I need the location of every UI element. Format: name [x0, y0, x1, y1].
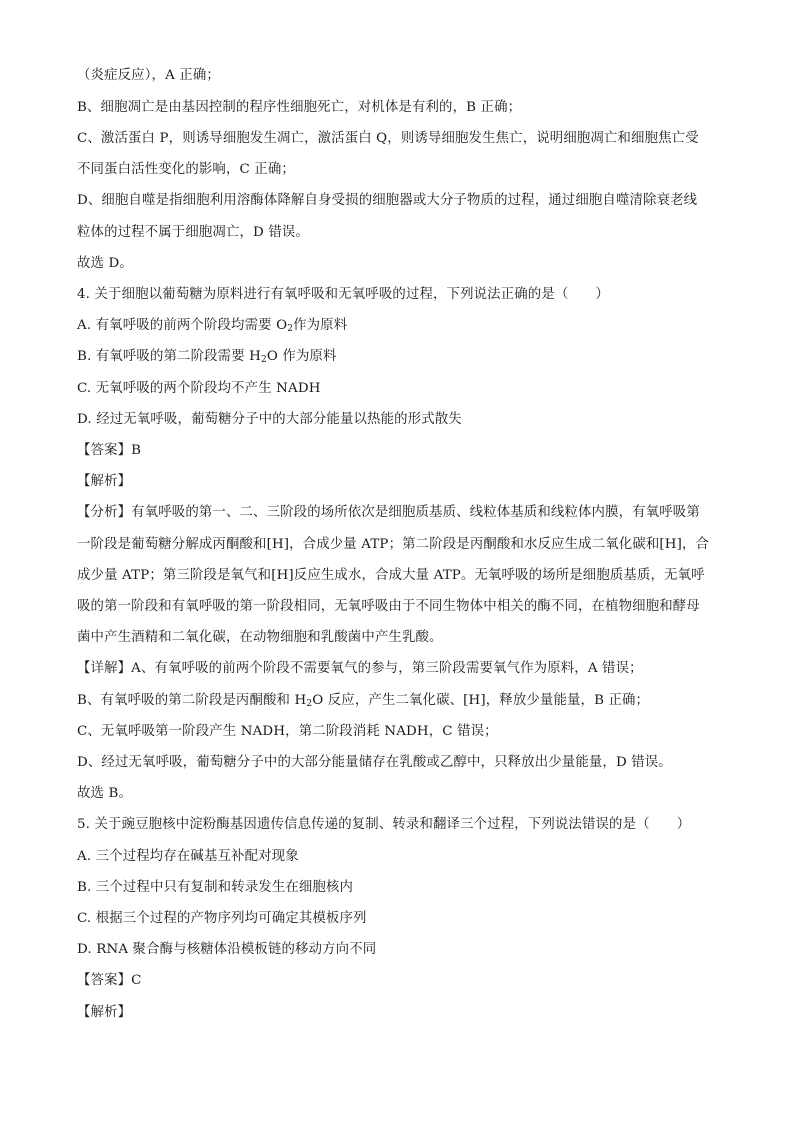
question-5-stem: 5. 关于豌豆胞核中淀粉酶基因遗传信息传递的复制、转录和翻译三个过程，下列说法错误的是（ ） [77, 817, 691, 832]
text-line: C、无氧呼吸第一阶段产生 NADH，第二阶段消耗 NADH，C 错误； [77, 724, 498, 739]
question-4-stem: 4. 关于细胞以葡萄糖为原料进行有氧呼吸和无氧呼吸的过程，下列说法正确的是（ ） [77, 287, 610, 302]
question-5-option-c: C. 根据三个过程的产物序列均可确定其模板序列 [77, 911, 367, 926]
text-line: 故选 D。 [77, 256, 133, 271]
question-4-option-c: C. 无氧呼吸的两个阶段均不产生 NADH [77, 381, 321, 396]
subscript: 2 [287, 324, 294, 334]
option-text: B. 有氧呼吸的第二阶段需要 H [77, 349, 261, 364]
text-line: 菌中产生酒精和二氧化碳，在动物细胞和乳酸菌中产生乳酸。 [77, 630, 443, 645]
text-line: B、细胞凋亡是由基因控制的程序性细胞死亡，对机体是有利的，B 正确； [77, 100, 522, 115]
analysis-label: 【解析】 [77, 1005, 132, 1020]
text-line: 【分析】有氧呼吸的第一、二、三阶段的场所依次是细胞质基质、线粒体基质和线粒体内膜，有氧呼吸第 [77, 505, 700, 520]
text-line: （炎症反应），A 正确； [77, 68, 220, 83]
text-line: D、细胞自噬是指细胞利用溶酶体降解自身受损的细胞器或大分子物质的过程，通过细胞自噬清除衰老线 [77, 193, 698, 208]
text-line: D、经过无氧呼吸，葡萄糖分子中的大部分能量储存在乳酸或乙醇中，只释放出少量能量，D 错误。 [77, 755, 672, 770]
line-text: O 反应，产生二氧化碳、[H]，释放少量能量，B 正确； [312, 693, 650, 708]
answer-label: 【答案】C [77, 973, 142, 988]
line-text: B、有氧呼吸的第二阶段是丙酮酸和 H [77, 693, 307, 708]
subscript: 2 [260, 355, 267, 365]
text-line: 故选 B。 [77, 786, 133, 801]
question-4-option-b [77, 347, 727, 367]
question-5-option-d: D. RNA 聚合酶与核糖体沿模板链的移动方向不同 [77, 942, 377, 957]
text-line: 吸的第一阶段和有氧呼吸的第一阶段相同，无氧呼吸由于不同生物体中相关的酶不同，在植物细胞和酵母 [77, 599, 700, 614]
question-5-option-b: B. 三个过程中只有复制和转录发生在细胞核内 [77, 880, 354, 895]
analysis-label: 【解析】 [77, 474, 132, 489]
text-line: 成少量 ATP；第三阶段是氧气和[H]反应生成水，合成大量 ATP。无氧呼吸的场所是细胞质基质，无氧呼 [77, 568, 705, 583]
subscript: 2 [306, 699, 313, 709]
question-4-option-a [77, 316, 727, 336]
option-text: 作为原料 [293, 318, 348, 333]
text-line [77, 691, 727, 711]
option-text: A. 有氧呼吸的前两个阶段均需要 O [77, 318, 288, 333]
text-line: 不同蛋白活性变化的影响，C 正确； [77, 162, 295, 177]
option-text: O 作为原料 [266, 349, 337, 364]
text-line: C、激活蛋白 P，则诱导细胞发生凋亡，激活蛋白 Q，则诱导细胞发生焦亡，说明细胞凋亡和细胞焦亡受 [77, 131, 699, 146]
text-line: 粒体的过程不属于细胞凋亡，D 错误。 [77, 225, 309, 240]
question-4-option-d: D. 经过无氧呼吸，葡萄糖分子中的大部分能量以热能的形式散失 [77, 412, 462, 427]
answer-label: 【答案】B [77, 443, 142, 458]
text-line: 【详解】A、有氧呼吸的前两个阶段不需要氧气的参与，第三阶段需要氧气作为原料，A 错误； [77, 661, 643, 676]
question-5-option-a: A. 三个过程均存在碱基互补配对现象 [77, 849, 299, 864]
text-line: 一阶段是葡萄糖分解成丙酮酸和[H]，合成少量 ATP；第二阶段是丙酮酸和水反应生成二氧化碳和[H]，合 [77, 537, 710, 552]
